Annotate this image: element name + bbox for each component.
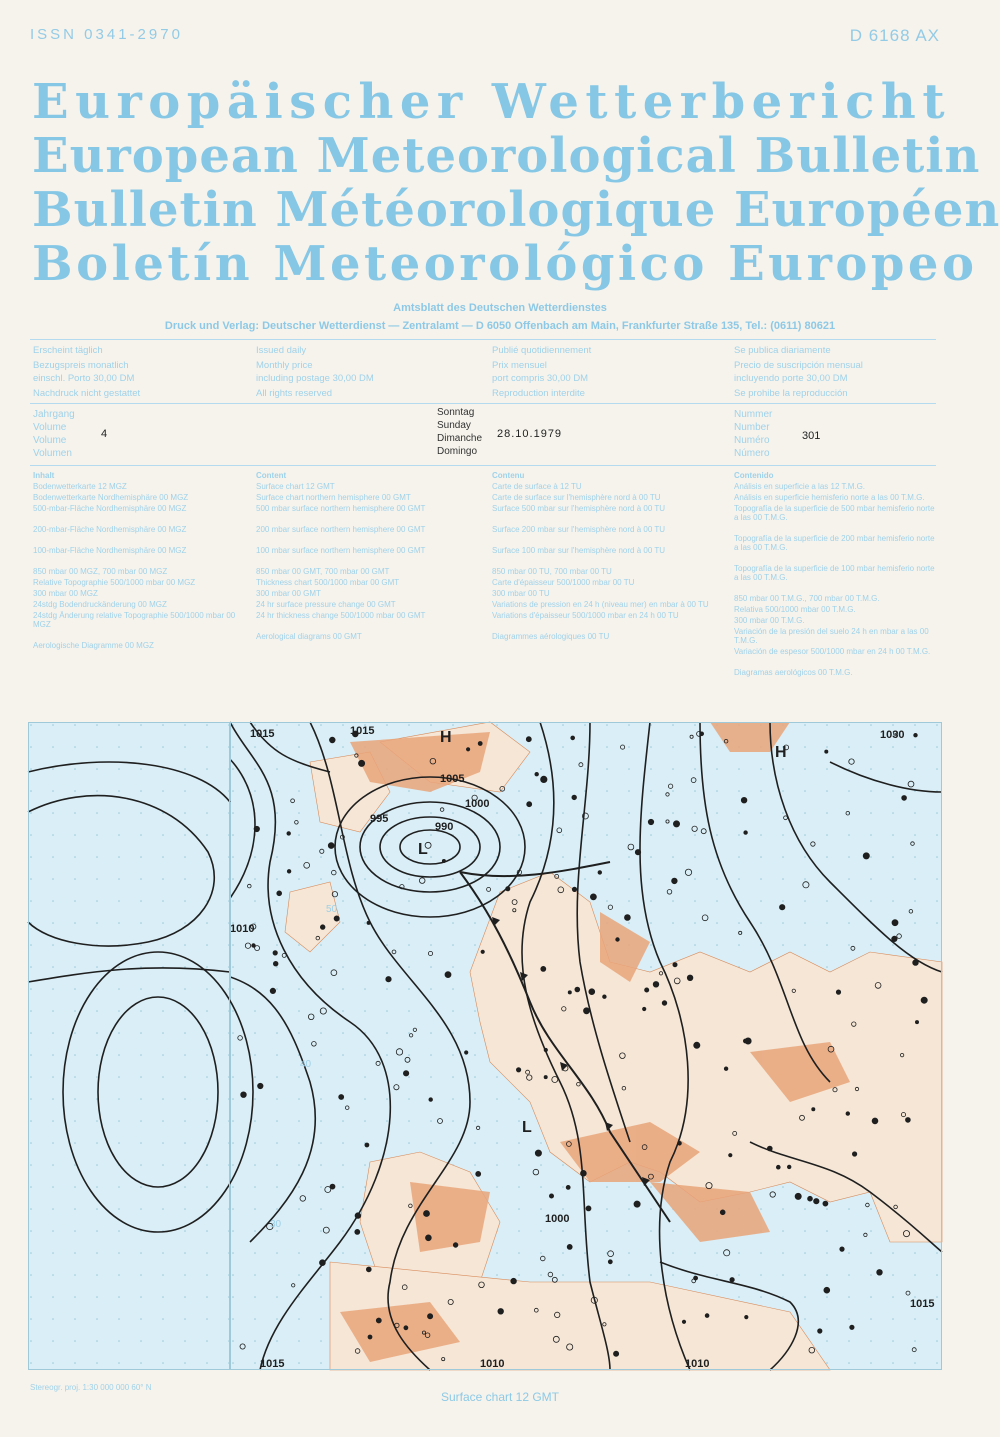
station-symbol: [662, 1001, 667, 1006]
station-symbol: [572, 887, 576, 891]
contents-item: 300 mbar 00 TU: [492, 589, 550, 598]
station-symbol: [320, 1260, 326, 1266]
day-label: Sunday: [437, 420, 471, 431]
publication-code: D 6168 AX: [849, 26, 940, 45]
info-line: Se publica diariamente: [734, 345, 831, 356]
station-symbol: [787, 1165, 791, 1169]
contents-item: Surface 100 mbar sur l'hemisphère nord à 00 TU: [492, 546, 666, 555]
station-symbol: [823, 1201, 828, 1206]
latitude-label: 50: [326, 904, 338, 915]
contents-item: Análisis en superficie a las 12 T.M.G.: [734, 482, 866, 491]
info-line: Reproduction interdite: [492, 388, 585, 399]
station-symbol: [535, 772, 539, 776]
contents-item: Thickness chart 500/1000 mbar 00 GMT: [256, 578, 400, 587]
contents-item: Surface chart northern hemisphere 00 GMT: [256, 493, 411, 502]
station-symbol: [330, 737, 336, 743]
title-spanish: Boletín Meteorológico Europeo: [32, 236, 978, 292]
isobar-label: 1015: [910, 1298, 935, 1310]
contents-item: 200-mbar-Fläche Nordhemisphäre 00 MGZ: [33, 525, 187, 534]
station-symbol: [476, 1171, 481, 1176]
contents-item: 300 mbar 00 GMT: [256, 589, 321, 598]
contents-item: 200 mbar surface northern hemisphere 00 GMT: [256, 525, 426, 534]
isobar-label: 1010: [685, 1358, 710, 1370]
day-label: Sonntag: [437, 407, 475, 418]
info-line: All rights reserved: [256, 388, 333, 399]
day-labels: [437, 406, 482, 458]
isobar-label: 1000: [545, 1213, 570, 1225]
station-symbol: [589, 989, 595, 995]
station-symbol: [535, 1150, 541, 1156]
station-symbol: [334, 916, 339, 921]
station-symbol: [442, 859, 445, 862]
station-symbol: [287, 870, 291, 874]
surface-chart-svg: [230, 722, 942, 1370]
contents-item: Carte de surface sur l'hemisphère nord à 00 TU: [492, 493, 661, 502]
station-symbol: [544, 1048, 547, 1051]
station-symbol: [694, 1276, 698, 1280]
contents-item: Variación de la presión del suelo 24 h en mbar a las 00 T.M.G.: [734, 627, 929, 645]
contents-item: 850 mbar 00 MGZ, 700 mbar 00 MGZ: [33, 567, 168, 576]
station-symbol: [625, 915, 631, 921]
volume-label: Jahrgang: [33, 409, 75, 420]
isobar-label: 1030: [880, 729, 905, 741]
contents-item: Relative Topographie 500/1000 mbar 00 MGZ: [33, 578, 196, 587]
isobar-label: 1010: [230, 923, 255, 935]
info-column-en: [256, 344, 374, 400]
station-symbol: [643, 1007, 646, 1010]
station-symbol: [584, 1008, 590, 1014]
high-pressure-center: H: [440, 729, 452, 746]
station-symbol: [687, 975, 693, 981]
contents-item: Variación de espesor 500/1000 mbar en 24 h 00 T.M.G.: [734, 647, 931, 656]
station-symbol: [825, 750, 828, 753]
low-pressure-center: L: [418, 841, 428, 858]
contents-item: Bodenwetterkarte 12 MGZ: [33, 482, 127, 491]
station-symbol: [549, 1194, 553, 1198]
station-symbol: [428, 1314, 433, 1319]
contents-item: 100-mbar-Fläche Nordhemisphäre 00 MGZ: [33, 546, 187, 555]
station-symbol: [634, 1201, 640, 1207]
isobar-label: 1015: [250, 728, 275, 740]
contents-item: Carte de surface à 12 TU: [492, 482, 582, 491]
station-symbol: [682, 1320, 685, 1323]
station-symbol: [921, 997, 927, 1003]
day-label: Dimanche: [437, 433, 483, 444]
station-symbol: [403, 1071, 408, 1076]
surface-chart-west-svg: [28, 722, 230, 1370]
station-symbol: [850, 1325, 854, 1329]
isobar-label: 995: [370, 813, 389, 825]
info-line: Nachdruck nicht gestattet: [33, 388, 141, 399]
contents-column: [734, 471, 939, 679]
low-pressure-center: L: [522, 1119, 532, 1136]
number-label: Number: [734, 422, 770, 433]
contents-item: Topografía de la superficie de 200 mbar hemisferio norte a las 00 T.M.G.: [734, 534, 935, 552]
station-symbol: [465, 1051, 468, 1054]
info-line: including postage 30,00 DM: [256, 373, 374, 384]
station-symbol: [376, 1318, 381, 1323]
contents-item: 24 hr surface pressure change 00 GMT: [256, 600, 396, 609]
station-symbol: [586, 1206, 591, 1211]
station-symbol: [824, 1287, 830, 1293]
contents-item: 300 mbar 00 T.M.G.: [734, 616, 805, 625]
contents-item: Topografía de la superficie de 500 mbar hemisferio norte a las 00 T.M.G.: [734, 504, 935, 522]
station-symbol: [678, 1141, 682, 1145]
station-symbol: [273, 951, 277, 955]
station-symbol: [339, 1095, 344, 1100]
contents-heading: Inhalt: [33, 471, 55, 480]
station-symbol: [892, 936, 897, 941]
contents-item: 500 mbar surface northern hemisphere 00 GMT: [256, 504, 426, 513]
info-line: Issued daily: [256, 345, 307, 356]
info-line: Se prohibe la reproducción: [734, 388, 848, 399]
station-symbol: [270, 988, 275, 993]
station-symbol: [614, 1351, 619, 1356]
issn-number: ISSN 0341-2970: [30, 26, 183, 43]
station-symbol: [872, 1118, 878, 1124]
station-symbol: [511, 1278, 517, 1284]
contents-item: 100 mbar surface northern hemisphere 00 GMT: [256, 546, 426, 555]
contents-item: Surface chart 12 GMT: [256, 482, 335, 491]
station-symbol: [366, 1267, 371, 1272]
chart-caption: Surface chart 12 GMT: [440, 1390, 560, 1404]
station-symbol: [453, 1243, 458, 1248]
station-symbol: [648, 819, 653, 824]
station-symbol: [840, 1247, 844, 1251]
station-symbol: [814, 1199, 819, 1204]
station-symbol: [598, 871, 602, 875]
station-symbol: [745, 1038, 751, 1044]
isobar-label: 1000: [465, 798, 490, 810]
surface-chart-map-west: [28, 722, 230, 1370]
volume-label: Volumen: [33, 448, 72, 459]
contents-item: 850 mbar 00 GMT, 700 mbar 00 GMT: [256, 567, 390, 576]
station-symbol: [836, 990, 840, 994]
station-symbol: [355, 1229, 360, 1234]
isobar-label: 990: [435, 821, 454, 833]
station-symbol: [287, 832, 291, 836]
title-german: Europäischer Wetterbericht: [32, 74, 951, 130]
contents-item: Diagrammes aérologiques 00 TU: [492, 632, 610, 641]
station-symbol: [568, 991, 571, 994]
station-symbol: [424, 1211, 430, 1217]
contents-item: Surface 500 mbar sur l'hemisphère nord à 00 TU: [492, 504, 666, 513]
title-french: Bulletin Météorologique Européen: [32, 182, 1000, 238]
official-gazette: Amtsblatt des Deutschen Wetterdienstes: [393, 302, 607, 314]
station-symbol: [541, 966, 546, 971]
station-symbol: [526, 737, 531, 742]
station-symbol: [906, 1118, 911, 1123]
station-symbol: [516, 1068, 520, 1072]
station-symbol: [258, 1083, 263, 1088]
contents-column: [33, 471, 238, 652]
station-symbol: [673, 821, 679, 827]
station-symbol: [795, 1193, 801, 1199]
station-symbol: [359, 760, 365, 766]
contents-item: Relativa 500/1000 mbar 00 T.M.G.: [734, 605, 856, 614]
station-symbol: [705, 1314, 709, 1318]
number-label: Nummer: [734, 409, 773, 420]
number-label: Numéro: [734, 435, 770, 446]
isobar-label: 1015: [260, 1358, 285, 1370]
station-symbol: [581, 1170, 587, 1176]
station-symbol: [724, 1067, 728, 1071]
high-pressure-center: H: [775, 744, 787, 761]
station-symbol: [608, 1260, 612, 1264]
station-symbol: [590, 894, 596, 900]
surface-chart-map: [230, 722, 942, 1370]
info-line: Publié quotidiennement: [492, 345, 592, 356]
station-symbol: [818, 1329, 822, 1333]
station-symbol: [478, 742, 482, 746]
volume-value: 4: [101, 428, 108, 440]
station-symbol: [445, 972, 451, 978]
station-symbol: [328, 843, 334, 849]
divider: [30, 465, 936, 466]
station-symbol: [498, 1309, 504, 1315]
station-symbol: [320, 925, 325, 930]
number-labels: [734, 408, 772, 460]
contents-item: Variations d'épaisseur 500/1000 mbar en 24 h 00 TU: [492, 611, 679, 620]
station-symbol: [277, 891, 282, 896]
contents-column: [492, 471, 722, 643]
station-symbol: [254, 826, 259, 831]
station-symbol: [915, 1021, 918, 1024]
station-symbol: [730, 1278, 734, 1282]
contents-item: 24 hr thickness change 500/1000 mbar 00 GMT: [256, 611, 426, 620]
station-symbol: [914, 733, 918, 737]
contents-item: 850 mbar 00 TU, 700 mbar 00 TU: [492, 567, 612, 576]
info-line: port compris 30,00 DM: [492, 373, 589, 384]
station-symbol: [776, 1165, 780, 1169]
sea-grid-dots: [28, 722, 230, 1370]
station-symbol: [694, 1042, 700, 1048]
station-symbol: [846, 1112, 850, 1116]
contents-item: 850 mbar 00 T.M.G., 700 mbar 00 T.M.G.: [734, 594, 880, 603]
contents-item: Análisis en superficie hemisferio norte a las 00 T.M.G.: [734, 493, 925, 502]
contents-item: Variations de pression en 24 h (niveau mer) en mbar à 00 TU: [492, 600, 709, 609]
contents-heading: Content: [256, 471, 287, 480]
contents-item: Bodenwetterkarte Nordhemisphäre 00 MGZ: [33, 493, 189, 502]
station-symbol: [571, 736, 575, 740]
station-symbol: [720, 1210, 725, 1215]
station-symbol: [466, 748, 469, 751]
isobar-label: 1010: [480, 1358, 505, 1370]
issue-date: 28.10.1979: [497, 428, 563, 440]
station-symbol: [575, 987, 580, 992]
station-symbol: [767, 1146, 772, 1151]
info-line: Precio de suscripción mensual: [734, 360, 863, 371]
info-column-es: [734, 344, 863, 400]
volume-labels: [33, 408, 75, 460]
contents-item: 500-mbar-Fläche Nordhemisphäre 00 MGZ: [33, 504, 187, 513]
station-symbol: [741, 797, 747, 803]
info-line: einschl. Porto 30,00 DM: [33, 373, 135, 384]
number-label: Número: [734, 448, 770, 459]
info-line: Prix mensuel: [492, 360, 547, 371]
station-symbol: [386, 977, 391, 982]
station-symbol: [902, 796, 907, 801]
station-symbol: [852, 1152, 856, 1156]
contents-column: [256, 471, 481, 643]
projection-note: Stereogr. proj. 1:30 000 000 60° N: [30, 1383, 152, 1392]
publisher-line: Druck und Verlag: Deutscher Wetterdienst — Zentralamt — D 6050 Offenbach am Main, Frankfurter Straße 135, Tel.: (0611) 80621: [164, 320, 836, 332]
station-symbol: [355, 1213, 361, 1219]
station-symbol: [892, 920, 898, 926]
station-symbol: [913, 960, 919, 966]
divider: [30, 403, 936, 404]
station-symbol: [744, 831, 748, 835]
title-english: European Meteorological Bulletin: [32, 128, 981, 184]
info-line: Bezugspreis monatlich: [33, 360, 129, 371]
station-symbol: [426, 1235, 432, 1241]
isobar-label: 1015: [350, 725, 375, 737]
latitude-label: 40: [300, 1059, 312, 1070]
contents-item: Aerologische Diagramme 00 MGZ: [33, 641, 154, 650]
station-symbol: [506, 887, 510, 891]
contents-item: Surface 200 mbar sur l'hemisphère nord à 00 TU: [492, 525, 666, 534]
contents-item: Carte d'épaisseur 500/1000 mbar 00 TU: [492, 578, 635, 587]
station-symbol: [273, 961, 278, 966]
station-symbol: [603, 995, 607, 999]
station-symbol: [863, 853, 869, 859]
station-symbol: [877, 1270, 883, 1276]
station-symbol: [241, 1092, 247, 1098]
contents-item: Topografía de la superficie de 100 mbar hemisferio norte a las 00 T.M.G.: [734, 564, 935, 582]
station-symbol: [567, 1244, 572, 1249]
info-line: incluyendo porte 30,00 DM: [734, 373, 848, 384]
station-symbol: [368, 1335, 372, 1339]
station-symbol: [745, 1315, 748, 1318]
info-column-fr: [492, 344, 591, 400]
info-column-de: [33, 344, 140, 400]
info-line: Erscheint täglich: [33, 345, 103, 356]
volume-label: Volume: [33, 435, 67, 446]
contents-heading: Contenu: [492, 471, 525, 480]
station-symbol: [252, 944, 256, 948]
station-symbol: [566, 1185, 570, 1189]
contents-heading: Contenido: [734, 471, 774, 480]
divider: [30, 339, 936, 340]
station-symbol: [653, 982, 659, 988]
latitude-label: 30: [270, 1219, 282, 1230]
station-symbol: [572, 795, 577, 800]
issue-number: 301: [802, 430, 821, 442]
station-symbol: [367, 921, 370, 924]
station-symbol: [541, 776, 547, 782]
station-symbol: [635, 850, 640, 855]
terrain-patch: [410, 1182, 490, 1252]
contents-item: Aerological diagrams 00 GMT: [256, 632, 362, 641]
station-symbol: [527, 802, 532, 807]
volume-label: Volume: [33, 422, 67, 433]
isobar-label: 1005: [440, 773, 465, 785]
info-line: Monthly price: [256, 360, 313, 371]
station-symbol: [616, 938, 620, 942]
station-symbol: [330, 1184, 335, 1189]
station-symbol: [429, 1098, 433, 1102]
station-symbol: [645, 988, 649, 992]
station-symbol: [673, 963, 677, 967]
contents-item: 24stdg Änderung relative Topographie 500/1000 mbar 00 MGZ: [33, 611, 236, 629]
station-symbol: [729, 1154, 732, 1157]
contents-item: Diagramas aerológicos 00 T.M.G.: [734, 668, 853, 677]
contents-item: 300 mbar 00 MGZ: [33, 589, 98, 598]
station-symbol: [404, 1326, 408, 1330]
contents-item: 24stdg Bodendruckänderung 00 MGZ: [33, 600, 167, 609]
station-symbol: [481, 950, 484, 953]
station-symbol: [365, 1143, 369, 1147]
station-symbol: [808, 1196, 813, 1201]
station-symbol: [672, 878, 678, 884]
station-symbol: [544, 1076, 547, 1079]
station-symbol: [780, 905, 785, 910]
station-symbol: [812, 1108, 815, 1111]
day-label: Domingo: [437, 446, 478, 457]
